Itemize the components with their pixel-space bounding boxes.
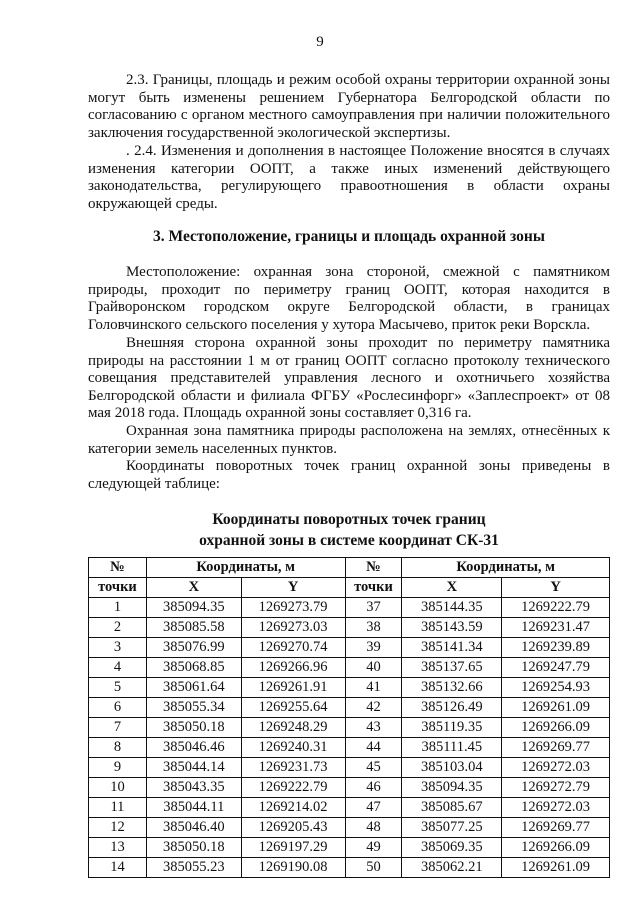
point-number-cell: 48 xyxy=(345,818,402,838)
x-coordinate-cell: 385144.35 xyxy=(402,598,502,618)
y-coordinate-cell: 1269266.96 xyxy=(241,658,345,678)
table-body xyxy=(89,598,610,878)
table-row xyxy=(89,798,610,818)
y-coordinate-cell: 1269270.74 xyxy=(241,638,345,658)
point-number-cell: 4 xyxy=(89,658,147,678)
x-coordinate-cell: 385143.59 xyxy=(402,618,502,638)
header-point-right: точки xyxy=(345,578,402,598)
point-number-cell: 49 xyxy=(345,838,402,858)
table-row xyxy=(89,738,610,758)
y-coordinate-cell: 1269266.09 xyxy=(502,838,610,858)
y-coordinate-cell: 1269222.79 xyxy=(502,598,610,618)
x-coordinate-cell: 385085.58 xyxy=(146,618,241,638)
table-row xyxy=(89,678,610,698)
x-coordinate-cell: 385085.67 xyxy=(402,798,502,818)
table-row xyxy=(89,638,610,658)
point-number-cell: 7 xyxy=(89,718,147,738)
y-coordinate-cell: 1269261.09 xyxy=(502,698,610,718)
x-coordinate-cell: 385061.64 xyxy=(146,678,241,698)
point-number-cell: 41 xyxy=(345,678,402,698)
x-coordinate-cell: 385094.35 xyxy=(402,778,502,798)
x-coordinate-cell: 385141.34 xyxy=(402,638,502,658)
y-coordinate-cell: 1269247.79 xyxy=(502,658,610,678)
point-number-cell: 50 xyxy=(345,858,402,878)
y-coordinate-cell: 1269261.91 xyxy=(241,678,345,698)
y-coordinate-cell: 1269266.09 xyxy=(502,718,610,738)
y-coordinate-cell: 1269248.29 xyxy=(241,718,345,738)
x-coordinate-cell: 385094.35 xyxy=(146,598,241,618)
header-num-right: № xyxy=(345,558,402,578)
x-coordinate-cell: 385137.65 xyxy=(402,658,502,678)
y-coordinate-cell: 1269205.43 xyxy=(241,818,345,838)
header-x-right: X xyxy=(402,578,502,598)
point-number-cell: 11 xyxy=(89,798,147,818)
table-row xyxy=(89,718,610,738)
y-coordinate-cell: 1269239.89 xyxy=(502,638,610,658)
y-coordinate-cell: 1269214.02 xyxy=(241,798,345,818)
x-coordinate-cell: 385068.85 xyxy=(146,658,241,678)
table-row xyxy=(89,778,610,798)
table-row xyxy=(89,818,610,838)
x-coordinate-cell: 385044.14 xyxy=(146,758,241,778)
point-number-cell: 13 xyxy=(89,838,147,858)
y-coordinate-cell: 1269240.31 xyxy=(241,738,345,758)
point-number-cell: 38 xyxy=(345,618,402,638)
point-number-cell: 6 xyxy=(89,698,147,718)
table-title-line-1: Координаты поворотных точек границ xyxy=(212,511,486,528)
point-number-cell: 46 xyxy=(345,778,402,798)
y-coordinate-cell: 1269261.09 xyxy=(502,858,610,878)
x-coordinate-cell: 385055.23 xyxy=(146,858,241,878)
point-number-cell: 12 xyxy=(89,818,147,838)
x-coordinate-cell: 385077.25 xyxy=(402,818,502,838)
point-number-cell: 42 xyxy=(345,698,402,718)
point-number-cell: 37 xyxy=(345,598,402,618)
header-point-left: точки xyxy=(89,578,147,598)
y-coordinate-cell: 1269273.03 xyxy=(241,618,345,638)
point-number-cell: 9 xyxy=(89,758,147,778)
x-coordinate-cell: 385046.40 xyxy=(146,818,241,838)
point-number-cell: 40 xyxy=(345,658,402,678)
point-number-cell: 3 xyxy=(89,638,147,658)
y-coordinate-cell: 1269190.08 xyxy=(241,858,345,878)
point-number-cell: 5 xyxy=(89,678,147,698)
header-num-left: № xyxy=(89,558,147,578)
x-coordinate-cell: 385076.99 xyxy=(146,638,241,658)
x-coordinate-cell: 385111.45 xyxy=(402,738,502,758)
point-number-cell: 45 xyxy=(345,758,402,778)
table-row xyxy=(89,698,610,718)
point-number-cell: 47 xyxy=(345,798,402,818)
table-row xyxy=(89,858,610,878)
coordinates-table xyxy=(88,557,610,878)
x-coordinate-cell: 385055.34 xyxy=(146,698,241,718)
table-row xyxy=(89,618,610,638)
point-number-cell: 1 xyxy=(89,598,147,618)
point-number-cell: 2 xyxy=(89,618,147,638)
paragraph-location: Местоположение: охранная зона стороной, смежной с памятником природы, проходит по периметру границ ООПТ, которая находится в Грайворонском городском округе Белгородской области, в границах Головчинского сельского поселения у хутора Масычево, приток реки Ворскла. xyxy=(88,264,610,333)
table-row xyxy=(89,658,610,678)
table-header-row-2 xyxy=(89,578,610,598)
x-coordinate-cell: 385069.35 xyxy=(402,838,502,858)
x-coordinate-cell: 385103.04 xyxy=(402,758,502,778)
header-x-left: X xyxy=(146,578,241,598)
table-row xyxy=(89,838,610,858)
header-coords-right: Координаты, м xyxy=(402,558,610,578)
table-row xyxy=(89,598,610,618)
y-coordinate-cell: 1269269.77 xyxy=(502,738,610,758)
x-coordinate-cell: 385050.18 xyxy=(146,718,241,738)
x-coordinate-cell: 385046.46 xyxy=(146,738,241,758)
y-coordinate-cell: 1269255.64 xyxy=(241,698,345,718)
y-coordinate-cell: 1269254.93 xyxy=(502,678,610,698)
section-heading: 3. Местоположение, границы и площадь охранной зоны xyxy=(153,228,545,245)
y-coordinate-cell: 1269272.03 xyxy=(502,798,610,818)
point-number-cell: 44 xyxy=(345,738,402,758)
x-coordinate-cell: 385043.35 xyxy=(146,778,241,798)
x-coordinate-cell: 385119.35 xyxy=(402,718,502,738)
point-number-cell: 8 xyxy=(89,738,147,758)
y-coordinate-cell: 1269222.79 xyxy=(241,778,345,798)
x-coordinate-cell: 385050.18 xyxy=(146,838,241,858)
y-coordinate-cell: 1269272.03 xyxy=(502,758,610,778)
paragraph-boundary: Внешняя сторона охранной зоны проходит по периметру памятника природы на расстоянии 1 м от границ ООПТ согласно протоколу технического совещания представителей управления лесного и охотничьего хозяйства Белгородской области и филиала ФГБУ «Рослесинфорг» «Заплеспроект» от 08 мая 2018 года. Площадь охранной зоны составляет 0,316 га. xyxy=(88,335,610,421)
y-coordinate-cell: 1269197.29 xyxy=(241,838,345,858)
x-coordinate-cell: 385044.11 xyxy=(146,798,241,818)
header-coords-left: Координаты, м xyxy=(146,558,345,578)
paragraph-coords-intro: Координаты поворотных точек границ охранной зоны приведены в следующей таблице: xyxy=(88,458,610,492)
y-coordinate-cell: 1269269.77 xyxy=(502,818,610,838)
y-coordinate-cell: 1269231.47 xyxy=(502,618,610,638)
point-number-cell: 43 xyxy=(345,718,402,738)
x-coordinate-cell: 385062.21 xyxy=(402,858,502,878)
table-title xyxy=(88,509,610,551)
point-number-cell: 14 xyxy=(89,858,147,878)
point-number-cell: 10 xyxy=(89,778,147,798)
y-coordinate-cell: 1269272.79 xyxy=(502,778,610,798)
header-y-left: Y xyxy=(241,578,345,598)
table-header-row-1 xyxy=(89,558,610,578)
x-coordinate-cell: 385126.49 xyxy=(402,698,502,718)
paragraph-land-category: Охранная зона памятника природы расположена на землях, отнесённых к категории земель населенных пунктов. xyxy=(88,423,610,457)
paragraph-2-4: . 2.4. Изменения и дополнения в настоящее Положение вносятся в случаях изменения категории ООПТ, а также иных изменений действующего законодательства, регулирующего правоотношения в области охраны окружающей среды. xyxy=(88,143,610,212)
page-number: 9 xyxy=(316,34,324,50)
y-coordinate-cell: 1269273.79 xyxy=(241,598,345,618)
y-coordinate-cell: 1269231.73 xyxy=(241,758,345,778)
table-row xyxy=(89,758,610,778)
header-y-right: Y xyxy=(502,578,610,598)
point-number-cell: 39 xyxy=(345,638,402,658)
table-title-line-2: охранной зоны в системе координат СК-31 xyxy=(199,532,499,549)
paragraph-2-3: 2.3. Границы, площадь и режим особой охраны территории охранной зоны могут быть изменены решением Губернатора Белгородской области по согласованию с органом местного самоуправления при наличии положительного заключения государственной экологической экспертизы. xyxy=(88,72,610,141)
x-coordinate-cell: 385132.66 xyxy=(402,678,502,698)
